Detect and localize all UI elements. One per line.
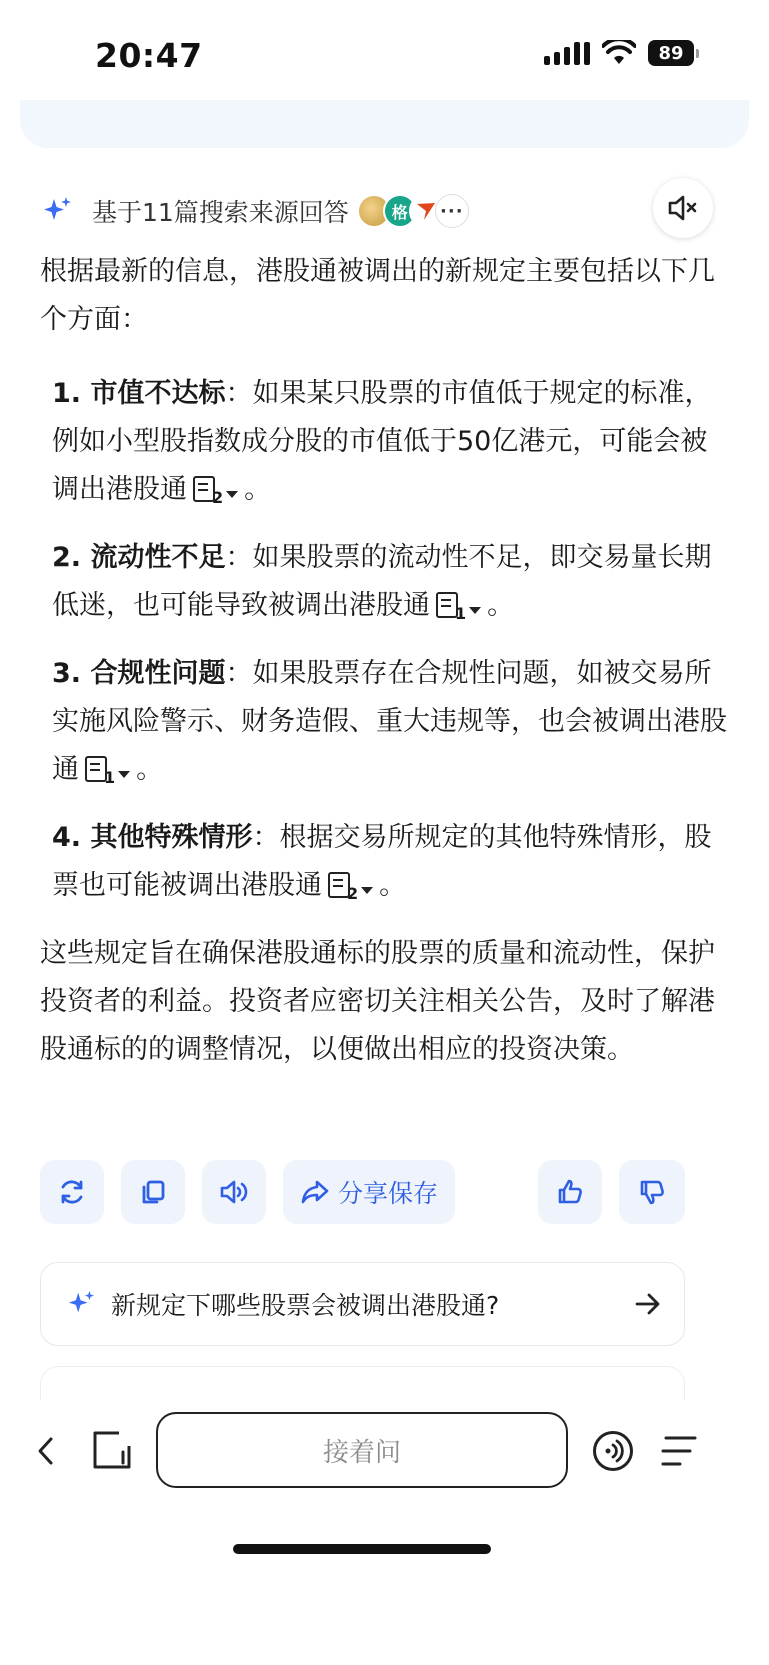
citation-doc-icon: [328, 872, 350, 898]
refresh-icon: [57, 1177, 87, 1207]
citation-doc-icon: [85, 756, 107, 782]
read-aloud-button[interactable]: [202, 1160, 266, 1224]
citation-count: 1: [455, 603, 467, 623]
voice-call-button[interactable]: [592, 1430, 634, 1476]
citation-ref[interactable]: [193, 476, 238, 507]
suggested-question-text: 新规定下哪些股票会被调出港股通?: [111, 1291, 500, 1320]
battery-icon: [648, 40, 699, 66]
cellular-signal-icon: [544, 41, 590, 65]
answer-outro: 这些规定旨在确保港股通标的股票的质量和流动性，保护投资者的利益。投资者应密切关注相关公告，及时了解港股通标的的调整情况，以便做出相应的投资决策。: [40, 938, 715, 1065]
voice-call-icon: [592, 1430, 634, 1472]
sparkle-icon: [67, 1290, 95, 1318]
point-end: 。: [136, 754, 164, 785]
speaker-icon: [219, 1178, 249, 1206]
menu-icon: [660, 1434, 698, 1468]
answer-point: [40, 650, 730, 794]
answer-intro: 根据最新的信息，港股通被调出的新规定主要包括以下几个方面：: [40, 256, 715, 335]
chevron-down-icon: [469, 607, 481, 614]
citation-ref[interactable]: [328, 872, 373, 903]
regenerate-button[interactable]: [40, 1160, 104, 1224]
mute-icon: [667, 194, 699, 222]
wifi-icon: [602, 40, 636, 66]
citation-ref[interactable]: [85, 756, 130, 787]
point-end: 。: [487, 590, 515, 621]
source-avatars[interactable]: [357, 194, 469, 228]
bottom-bar: [0, 1400, 769, 1665]
citation-count: 2: [347, 883, 359, 903]
share-save-label: 分享保存: [337, 1179, 438, 1208]
citation-ref[interactable]: [436, 592, 481, 623]
menu-button[interactable]: [660, 1434, 698, 1472]
back-icon: [36, 1435, 56, 1467]
share-save-button[interactable]: [283, 1160, 455, 1224]
back-button[interactable]: [36, 1435, 56, 1471]
answer-header[interactable]: [42, 186, 742, 236]
more-sources-icon[interactable]: ···: [435, 194, 469, 228]
status-time: 20:47: [95, 36, 203, 75]
new-tab-button[interactable]: [92, 1430, 132, 1474]
battery-level: 89: [648, 40, 694, 66]
point-separator: ：: [252, 822, 280, 853]
citation-count: 1: [104, 767, 116, 787]
answer-point: [40, 534, 730, 630]
chevron-down-icon: [361, 887, 373, 894]
point-title: 4. 其他特殊情形: [52, 822, 253, 853]
citation-count: 2: [212, 487, 224, 507]
follow-up-input[interactable]: 接着问: [156, 1412, 568, 1488]
answer-actions: [40, 1160, 685, 1224]
point-text: 如果股票存在合规性问题，如被交易所实施风险警示、财务造假、重大违规等，也会被调出港股通: [52, 658, 727, 785]
home-indicator: [233, 1544, 491, 1554]
citation-doc-icon: [436, 592, 458, 618]
point-text: 如果股票的流动性不足，即交易量长期低迷，也可能导致被调出港股通: [52, 542, 712, 621]
mute-button[interactable]: [653, 178, 713, 238]
point-end: 。: [379, 870, 407, 901]
citation-doc-icon: [193, 476, 215, 502]
new-tab-icon: [92, 1430, 132, 1470]
point-title: 3. 合规性问题: [52, 658, 226, 689]
point-title: 1. 市值不达标: [52, 378, 226, 409]
answer-content: [40, 248, 730, 1074]
point-text: 根据交易所规定的其他特殊情形，股票也可能被调出港股通: [52, 822, 712, 901]
point-text: 如果某只股票的市值低于规定的标准，例如小型股指数成分股的市值低于50亿港元，可能会被调出港股通: [52, 378, 712, 505]
point-title: 2. 流动性不足: [52, 542, 226, 573]
status-bar: [0, 0, 769, 110]
sources-label: 基于11篇搜索来源回答: [92, 198, 349, 227]
answer-point: [40, 370, 730, 514]
sparkle-icon: [42, 196, 72, 226]
point-separator: ：: [225, 658, 253, 689]
chevron-down-icon: [118, 771, 130, 778]
point-end: 。: [244, 474, 272, 505]
point-separator: ：: [225, 378, 253, 409]
thumbs-down-icon: [638, 1178, 666, 1206]
source-avatar: 格: [383, 194, 417, 228]
arrow-right-icon: [634, 1292, 662, 1316]
share-icon: [300, 1179, 330, 1205]
suggested-question[interactable]: [40, 1262, 685, 1346]
previous-question-card: [20, 100, 749, 148]
dislike-button[interactable]: [619, 1160, 685, 1224]
thumbs-up-icon: [556, 1178, 584, 1206]
like-button[interactable]: [538, 1160, 602, 1224]
chevron-down-icon: [226, 491, 238, 498]
copy-icon: [139, 1178, 167, 1206]
point-separator: ：: [225, 542, 253, 573]
answer-point: [40, 814, 730, 910]
status-icons: [544, 40, 699, 66]
copy-button[interactable]: [121, 1160, 185, 1224]
